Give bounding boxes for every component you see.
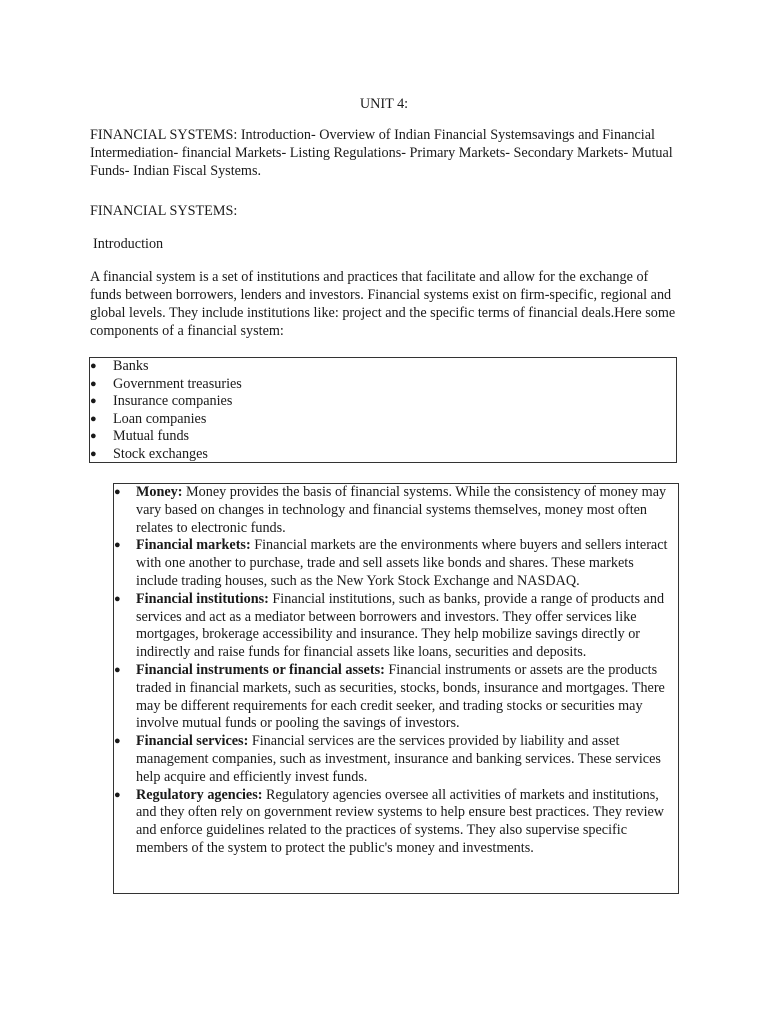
list-item-text: Loan companies — [113, 410, 207, 427]
component-text: Financial instruments or assets are the products traded in financial markets, such as securities, stocks, bonds, insurance and mortgages. There may be different requirements for each credit seeker, and trading stocks or securities may involve mutual funds or pooling the savings of investors. — [136, 661, 665, 732]
list-item — [114, 484, 678, 537]
list-item-text: Mutual funds — [113, 428, 190, 445]
bullet-icon: ● — [114, 592, 121, 605]
syllabus-line: FINANCIAL SYSTEMS: Introduction- Overview of Indian Financial Systemsavings and Financial Intermediation- financial Markets- Listing Regulations- Primary Markets- Secondary Markets- Mutual Funds- Indian Fiscal Systems. — [90, 127, 673, 179]
list-item — [90, 358, 676, 376]
component-term: Regulatory agencies: — [136, 786, 263, 803]
bullet-icon: ● — [90, 360, 97, 372]
bullet-icon: ● — [90, 377, 97, 390]
component-term: Financial instruments or financial assets: — [136, 661, 385, 678]
institutions-list — [90, 358, 676, 464]
component-term: Financial institutions: — [136, 590, 269, 607]
list-item — [114, 733, 678, 786]
bullet-icon: ● — [114, 486, 121, 498]
list-item — [90, 428, 676, 446]
intro-heading: Introduction — [93, 236, 164, 252]
list-item — [114, 662, 678, 733]
list-item — [90, 446, 676, 464]
component-term: Financial markets: — [136, 537, 251, 554]
component-term: Money: — [136, 484, 183, 500]
components-list — [114, 484, 678, 858]
bullet-icon: ● — [90, 447, 97, 460]
bullet-icon: ● — [90, 412, 97, 425]
list-item — [114, 537, 678, 590]
list-item — [114, 591, 678, 662]
list-item — [90, 393, 676, 411]
institutions-list-box — [89, 357, 677, 463]
list-item — [90, 411, 676, 429]
component-term: Financial services: — [136, 733, 249, 750]
component-text: Financial markets are the environments where buyers and sellers interact with one another to purchase, trade and sell assets like bonds and shares. These markets include trading houses, such as the New York Stock Exchange and NASDAQ. — [136, 537, 668, 589]
list-item-text: Banks — [113, 358, 149, 374]
component-text: Regulatory agencies oversee all activities of markets and institutions, and they often rely on government review systems to help ensure best practices. They review and enforce guidelines related to the practices of systems. They also supervise specific members of the system to protect the public's money and investments. — [136, 786, 665, 856]
list-item-text: Stock exchanges — [113, 445, 208, 462]
component-text: Financial institutions, such as banks, provide a range of products and services and act as a mediator between borrowers and investors. They offer services like mortgages, brokerage accessibility and insurance. They help mobilize savings directly or indirectly and raise funds for financial assets like loans, securities and deposits. — [136, 590, 665, 661]
bullet-icon: ● — [114, 788, 121, 801]
list-item-text: Insurance companies — [113, 393, 233, 410]
bullet-icon: ● — [114, 539, 121, 552]
component-text: Financial services are the services provided by liability and asset management companies, such as investment, insurance and banking services. These services help acquire and efficiently invest funds. — [136, 733, 661, 785]
section-heading: FINANCIAL SYSTEMS: — [90, 203, 238, 219]
list-item — [114, 787, 678, 858]
intro-paragraph: A financial system is a set of institutions and practices that facilitate and allow for the exchange of funds between borrowers, lenders and investors. Financial systems exist on firm-specific, regional and global levels. They include institutions like: project and the specific terms of financial deals.Here some components of a financial system: — [90, 269, 676, 339]
bullet-icon: ● — [90, 395, 97, 408]
list-item-text: Government treasuries — [113, 375, 242, 392]
bullet-icon: ● — [90, 430, 97, 443]
components-list-box — [113, 483, 679, 894]
bullet-icon: ● — [114, 663, 121, 676]
unit-title — [0, 95, 768, 113]
list-item — [90, 376, 676, 394]
component-text: Money provides the basis of financial systems. While the consistency of money may vary based on changes in technology and financial systems themselves, money most often relates to electronic funds. — [136, 484, 667, 536]
bullet-icon: ● — [114, 735, 121, 748]
unit-title-text: UNIT 4: — [359, 96, 409, 112]
